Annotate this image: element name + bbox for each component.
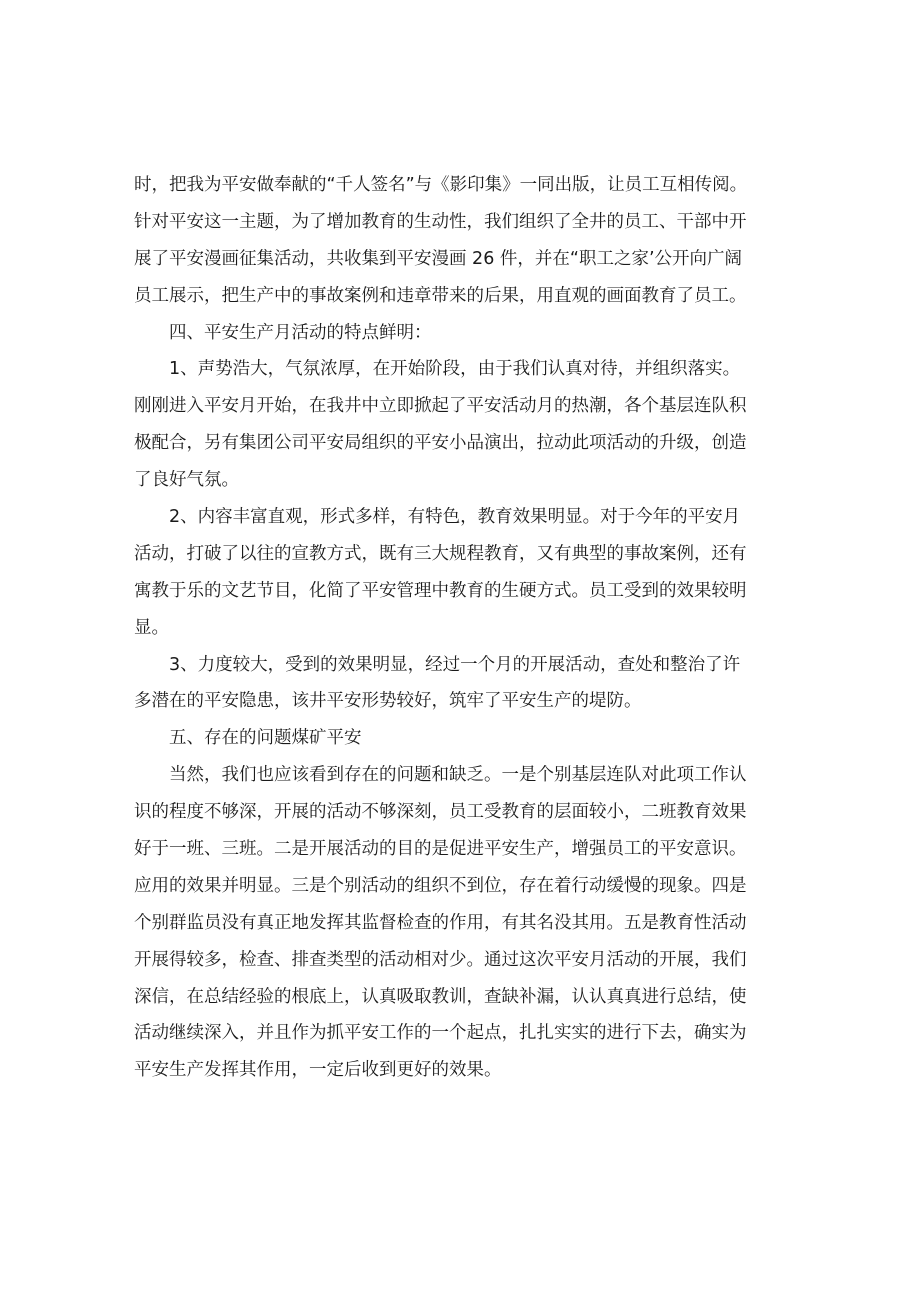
document-line: 活动，打破了以往的宣教方式，既有三大规程教育，又有典型的事故案例，还有 <box>134 543 747 564</box>
document-line: 四、平安生产月活动的特点鲜明： <box>169 322 432 343</box>
document-line: 当然，我们也应该看到存在的问题和缺乏。一是个别基层连队对此项工作认 <box>169 765 747 786</box>
document-line: 平安生产发挥其作用，一定后收到更好的效果。 <box>134 1060 502 1081</box>
document-line: 显。 <box>134 617 169 638</box>
document-body <box>134 167 794 1089</box>
document-line: 展了平安漫画征集活动，共收集到平安漫画 26 件，并在“职工之家’公开向广阔 <box>134 248 743 269</box>
document-line: 多潜在的平安隐患，该井平安形势较好，筑牢了平安生产的堤防。 <box>134 691 642 712</box>
document-line: 应用的效果并明显。三是个别活动的组织不到位，存在着行动缓慢的现象。四是 <box>134 875 747 896</box>
document-line: 3、力度较大，受到的效果明显，经过一个月的开展活动，查处和整治了许 <box>169 654 741 675</box>
document-line: 极配合，另有集团公司平安局组织的平安小品演出，拉动此项活动的升级，创造 <box>134 433 747 454</box>
document-line: 针对平安这一主题，为了增加教育的生动性，我们组织了全井的员工、干部中开 <box>134 211 747 232</box>
document-line: 好于一班、三班。二是开展活动的目的是促进平安生产，增强员工的平安意识。 <box>134 839 747 860</box>
document-line: 深信，在总结经验的根底上，认真吸取教训，查缺补漏，认认真真进行总结，使 <box>134 986 747 1007</box>
document-line: 活动继续深入，并且作为抓平安工作的一个起点，扎扎实实的进行下去，确实为 <box>134 1023 747 1044</box>
document-line: 员工展示，把生产中的事故案例和违章带来的后果，用直观的画面教育了员工。 <box>134 285 747 306</box>
document-line: 五、存在的问题煤矿平安 <box>169 728 362 749</box>
document-line: 2、内容丰富直观，形式多样，有特色，教育效果明显。对于今年的平安月 <box>169 507 741 528</box>
document-line: 寓教于乐的文艺节目，化简了平安管理中教育的生硬方式。员工受到的效果较明 <box>134 580 747 601</box>
document-line: 刚刚进入平安月开始，在我井中立即掀起了平安活动月的热潮，各个基层连队积 <box>134 396 747 417</box>
document-line: 1、声势浩大，气氛浓厚，在开始阶段，由于我们认真对待，并组织落实。 <box>169 359 741 380</box>
document-line: 开展得较多，检查、排查类型的活动相对少。通过这次平安月活动的开展，我们 <box>134 949 747 970</box>
document-line: 识的程度不够深，开展的活动不够深刻，员工受教育的层面较小，二班教育效果 <box>134 802 747 823</box>
document-line: 了良好气氛。 <box>134 470 239 491</box>
document-line: 时，把我为平安做奉献的“千人签名”与《影印集》一同出版，让员工互相传阅。 <box>134 175 748 195</box>
document-line: 个别群监员没有真正地发挥其监督检查的作用，有其名没其用。五是教育性活动 <box>134 912 747 933</box>
